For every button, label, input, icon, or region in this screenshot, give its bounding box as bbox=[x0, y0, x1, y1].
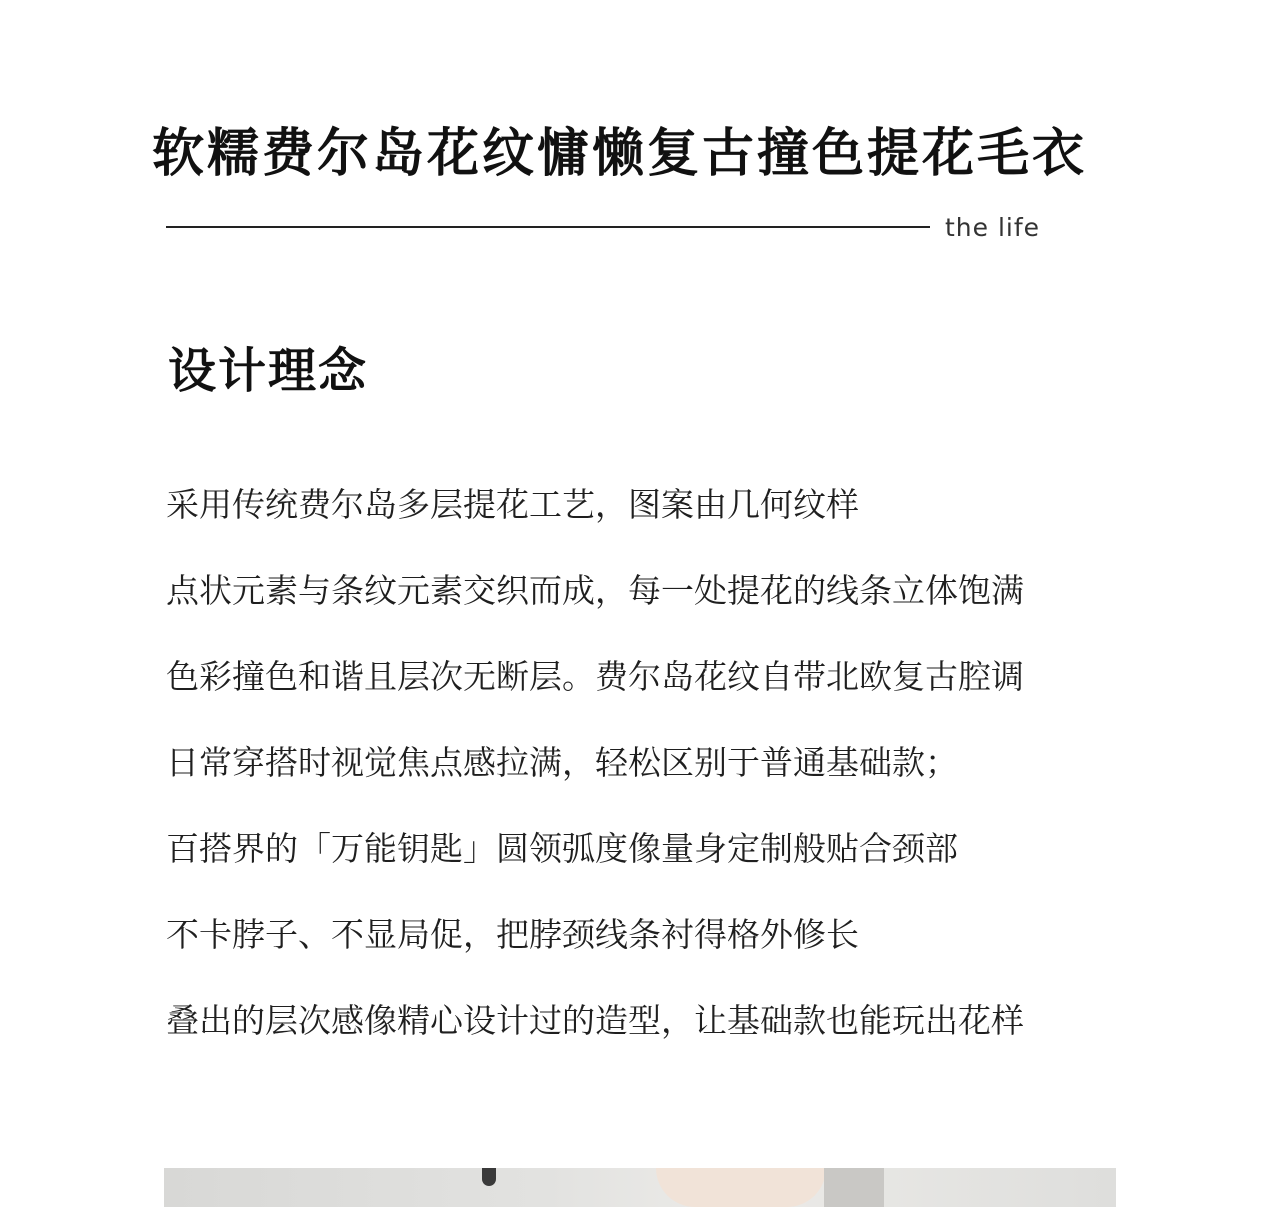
photo-shadow-detail bbox=[824, 1168, 884, 1207]
description-line: 点状元素与条纹元素交织而成，每一处提花的线条立体饱满 bbox=[166, 571, 1024, 610]
model-photo bbox=[164, 1168, 1116, 1207]
description-line: 百搭界的「万能钥匙」圆领弧度像量身定制般贴合颈部 bbox=[166, 829, 958, 868]
subtitle-text: the life bbox=[945, 213, 1041, 242]
description-line: 日常穿搭时视觉焦点感拉满，轻松区别于普通基础款； bbox=[166, 743, 958, 782]
divider-line bbox=[166, 226, 930, 228]
description-line: 不卡脖子、不显局促，把脖颈线条衬得格外修长 bbox=[166, 915, 859, 954]
photo-hair-detail bbox=[482, 1168, 496, 1186]
description-line: 色彩撞色和谐且层次无断层。费尔岛花纹自带北欧复古腔调 bbox=[166, 657, 1024, 696]
description-paragraph bbox=[166, 462, 1176, 1064]
description-line: 采用传统费尔岛多层提花工艺，图案由几何纹样 bbox=[166, 485, 859, 524]
section-heading: 设计理念 bbox=[168, 343, 369, 399]
page-title: 软糯费尔岛花纹慵懒复古撞色提花毛衣 bbox=[152, 124, 1088, 184]
photo-face-detail bbox=[656, 1168, 826, 1207]
description-line: 叠出的层次感像精心设计过的造型，让基础款也能玩出花样 bbox=[166, 1001, 1024, 1040]
